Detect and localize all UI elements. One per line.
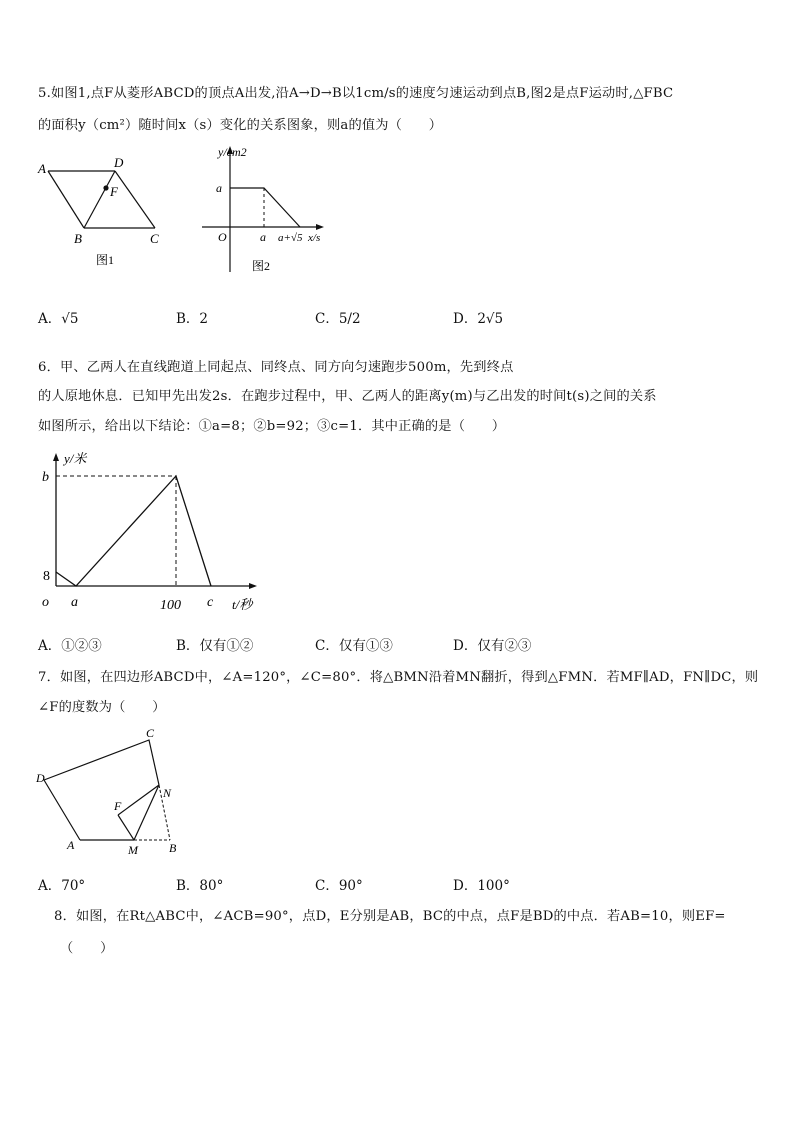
q6-graph-label-100: 100 [160, 598, 181, 613]
q5-line-2: 的面积y（cm²）随时间x（s）变化的关系图象，则a的值为（ ） [38, 118, 443, 133]
q6-option-a-text: ①②③ [61, 638, 102, 654]
q5-option-c-text: 5/2 [338, 311, 361, 327]
q8-line-2: （ ） [60, 941, 114, 956]
q7-option-a-text: 70° [61, 878, 86, 894]
q5-figure-2-caption: 图2 [252, 259, 271, 273]
q6-graph-label-8: 8 [43, 569, 50, 584]
q7-option-a-letter: A． [38, 878, 62, 894]
q5-graph-xlabel: x/s [308, 232, 321, 244]
q5-option-a-text: √5 [61, 311, 79, 327]
q5-option-d[interactable] [453, 307, 503, 327]
q7-line-2: ∠F的度数为（ ） [38, 700, 166, 715]
q6-option-d-text: 仅有②③ [477, 638, 532, 654]
q5-option-a-letter: A． [38, 311, 62, 327]
q7-option-c-letter: C． [315, 878, 339, 894]
q6-line-1: 6．甲、乙两人在直线跑道上同起点、同终点、同方向匀速跑步500m，先到终点 [38, 360, 514, 375]
q7-option-a[interactable] [38, 874, 85, 894]
q6-option-d-letter: D． [453, 638, 478, 654]
q7-option-b-letter: B． [176, 878, 200, 894]
q7-quadrilateral-figure [34, 724, 186, 862]
q7-label-B: B [169, 841, 177, 855]
q5-graph-xtick-a: a [260, 230, 266, 244]
q5-option-b-letter: B． [176, 311, 200, 327]
q7-label-A: A [67, 838, 75, 852]
q5-label-D: D [114, 155, 124, 170]
q5-label-A: A [38, 161, 46, 176]
q5-label-F: F [110, 184, 118, 199]
q7-option-b[interactable] [176, 874, 223, 894]
q5-label-B: B [74, 231, 82, 246]
q8-line-1: 8．如图，在Rt△ABC中，∠ACB=90°，点D，E分别是AB，BC的中点，点F是BD的中点．若AB=10，则EF= [54, 909, 726, 924]
q5-figure-1-caption: 图1 [96, 253, 115, 267]
q5-option-a[interactable] [38, 307, 78, 327]
q5-figure-1-rhombus [36, 152, 168, 274]
q6-option-b-text: 仅有①② [199, 638, 254, 654]
q6-option-b-letter: B． [176, 638, 200, 654]
q7-label-F: F [114, 799, 122, 813]
q7-option-c-text: 90° [338, 878, 363, 894]
q5-option-b[interactable] [176, 307, 208, 327]
q6-line-3: 如图所示，给出以下结论：①a=8；②b=92；③c=1．其中正确的是（ ） [38, 419, 506, 434]
q5-graph-xtick-a-plus-root5: a+√5 [278, 232, 303, 244]
q6-option-a[interactable] [38, 634, 102, 654]
q5-graph-ylabel: y/cm2 [218, 145, 247, 159]
q7-label-C: C [146, 726, 155, 740]
q6-option-c-text: 仅有①③ [338, 638, 393, 654]
q7-option-d[interactable] [453, 874, 510, 894]
q6-option-b[interactable] [176, 634, 253, 654]
q6-graph-label-c: c [207, 595, 214, 610]
q6-option-c[interactable] [315, 634, 393, 654]
q5-option-b-text: 2 [199, 311, 209, 327]
q6-option-d[interactable] [453, 634, 531, 654]
q6-graph-label-b: b [42, 470, 49, 485]
q7-label-M: M [128, 843, 138, 857]
q7-label-D: D [36, 771, 45, 785]
q6-graph-label-a: a [71, 595, 78, 610]
q5-option-c-letter: C． [315, 311, 339, 327]
q5-figure-2-graph [196, 140, 336, 278]
q6-option-a-letter: A． [38, 638, 62, 654]
q6-line-2: 的人原地休息．已知甲先出发2s．在跑步过程中，甲、乙两人的距离y(m)与乙出发的时间t(s)之间的关系 [38, 389, 657, 404]
q7-label-N: N [163, 786, 172, 800]
q5-option-d-text: 2√5 [477, 311, 504, 327]
q7-option-d-text: 100° [477, 878, 510, 894]
q5-option-c[interactable] [315, 307, 361, 327]
q6-option-c-letter: C． [315, 638, 339, 654]
q6-graph-xlabel: t/秒 [232, 597, 253, 612]
q7-option-c[interactable] [315, 874, 363, 894]
q7-option-b-text: 80° [199, 878, 224, 894]
q7-line-1: 7．如图，在四边形ABCD中，∠A=120°，∠C=80°．将△BMN沿着MN翻折，得到△FMN．若MF∥AD，FN∥DC，则 [38, 670, 759, 685]
q6-graph-ylabel: y/米 [64, 451, 87, 466]
q5-line-1: 5.如图1,点F从菱形ABCD的顶点A出发,沿A→D→B以1cm/s的速度匀速运动到点B,图2是点F运动时,△FBC [38, 86, 674, 101]
q7-option-d-letter: D． [453, 878, 478, 894]
q5-label-C: C [150, 231, 159, 246]
q5-graph-origin: O [218, 230, 227, 244]
q5-option-d-letter: D． [453, 311, 478, 327]
q5-graph-ytick-a: a [216, 181, 222, 195]
q6-distance-time-graph [36, 446, 272, 618]
q6-graph-origin: o [42, 595, 49, 610]
